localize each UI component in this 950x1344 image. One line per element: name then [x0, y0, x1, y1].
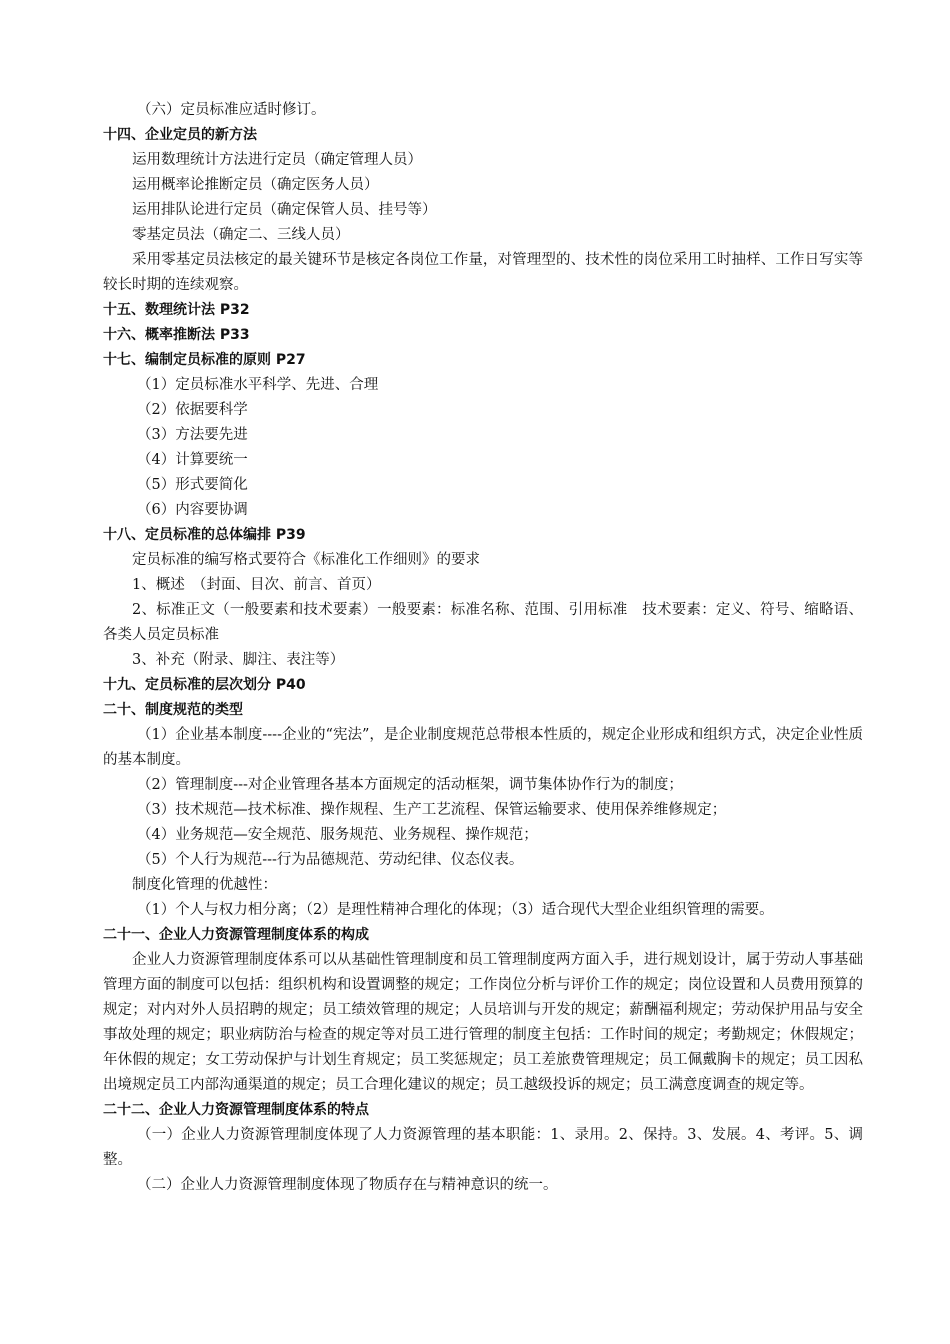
text-line: （二）企业人力资源管理制度体现了物质存在与精神意识的统一。: [137, 1177, 558, 1193]
section-heading: 十四、企业定员的新方法: [103, 127, 257, 143]
section-heading: 二十一、企业人力资源管理制度体系的构成: [103, 927, 369, 943]
document-page: [103, 98, 863, 1198]
text-line: （3）技术规范—技术标准、操作规程、生产工艺流程、保管运输要求、使用保养维修规定；: [137, 802, 727, 818]
text-line: （4）业务规范—安全规范、服务规范、业务规程、操作规范；: [137, 827, 538, 843]
section-heading: 二十、制度规范的类型: [103, 702, 243, 718]
section-heading: 十七、编制定员标准的原则 P27: [103, 352, 306, 368]
text-line: 2、标准正文（一般要素和技术要素）一般要素：标准名称、范围、引用标准 技术要素：定义、符号、缩略语、各类人员定员标准: [103, 602, 863, 643]
section-heading: 十五、数理统计法 P32: [103, 302, 250, 318]
text-line: （5）形式要简化: [137, 477, 248, 493]
section-heading: 十六、概率推断法 P33: [103, 327, 250, 343]
section-heading: 二十二、企业人力资源管理制度体系的特点: [103, 1102, 369, 1118]
text-line: 1、概述 （封面、目次、前言、首页）: [132, 577, 381, 593]
section-heading: 十九、定员标准的层次划分 P40: [103, 677, 306, 693]
text-line: （1）个人与权力相分离；（2）是理性精神合理化的体现；（3）适合现代大型企业组织管理的需要。: [137, 902, 774, 918]
text-line: （一）企业人力资源管理制度体现了人力资源管理的基本职能：1、录用。2、保持。3、发展。4、考评。5、调整。: [103, 1127, 863, 1168]
text-line: （1）定员标准水平科学、先进、合理: [137, 377, 379, 393]
text-line: （3）方法要先进: [137, 427, 248, 443]
text-line: （六）定员标准应适时修订。: [137, 102, 326, 118]
text-line: 制度化管理的优越性：: [132, 877, 277, 893]
text-line: 3、补充（附录、脚注、表注等）: [132, 652, 345, 668]
text-line: 定员标准的编写格式要符合《标准化工作细则》的要求: [132, 552, 480, 568]
text-line: （2）管理制度---对企业管理各基本方面规定的活动框架，调节集体协作行为的制度；: [137, 777, 683, 793]
text-line: （5）个人行为规范---行为品德规范、劳动纪律、仪态仪表。: [137, 852, 524, 868]
text-line: （1）企业基本制度----企业的“宪法”，是企业制度规范总带根本性质的，规定企业形成和组织方式，决定企业性质的基本制度。: [103, 727, 863, 768]
text-line: （6）内容要协调: [137, 502, 248, 518]
text-line: 运用概率论推断定员（确定医务人员）: [132, 177, 379, 193]
text-line: 企业人力资源管理制度体系可以从基础性管理制度和员工管理制度两方面入手，进行规划设计，属于劳动人事基础管理方面的制度可以包括：组织机构和设置调整的规定；工作岗位分析与评价工作的规定；岗位设置和人员费用预算的规定；对内对外人员招聘的规定；员工绩效管理的规定；人员培训与开发的规定；薪酬福利规定；劳动保护用品与安全事故处理的规定；职业病防治与检查的规定等对员工进行管理的制度主包括：工作时间的规定；考勤规定；休假规定；年休假的规定；女工劳动保护与计划生育规定；员工奖惩规定；员工差旅费管理规定；员工佩戴胸卡的规定；员工因私出境规定员工内部沟通渠道的规定；员工合理化建议的规定；员工越级投诉的规定；员工满意度调查的规定等。: [103, 952, 863, 1093]
section-heading: 十八、定员标准的总体编排 P39: [103, 527, 306, 543]
text-line: 运用排队论进行定员（确定保管人员、挂号等）: [132, 202, 437, 218]
text-line: （4）计算要统一: [137, 452, 248, 468]
text-line: （2）依据要科学: [137, 402, 248, 418]
text-line: 运用数理统计方法进行定员（确定管理人员）: [132, 152, 422, 168]
text-line: 零基定员法（确定二、三线人员）: [132, 227, 350, 243]
text-line: 采用零基定员法核定的最关键环节是核定各岗位工作量，对管理型的、技术性的岗位采用工时抽样、工作日写实等较长时期的连续观察。: [103, 252, 863, 293]
